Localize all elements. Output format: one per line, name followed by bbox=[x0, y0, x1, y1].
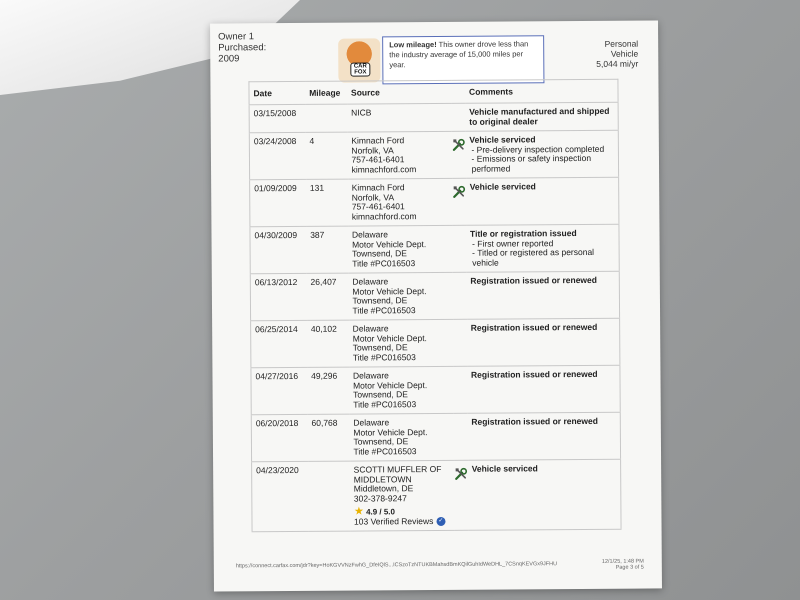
row-mileage: 4 bbox=[305, 132, 347, 179]
row-icon-cell bbox=[451, 131, 465, 178]
footer-meta bbox=[602, 559, 644, 571]
source-line: 757-461-6401 bbox=[351, 154, 405, 165]
comment-title: Vehicle serviced bbox=[469, 181, 536, 192]
low-mileage-note bbox=[382, 35, 544, 84]
row-source bbox=[347, 131, 451, 179]
source-line: Norfolk, VA bbox=[351, 144, 394, 156]
source-line: Kimnach Ford bbox=[351, 182, 405, 193]
comment-title: Registration issued or renewed bbox=[470, 368, 598, 380]
row-date: 04/30/2009 bbox=[250, 226, 306, 273]
source-line: 302-378-9247 bbox=[353, 492, 407, 504]
footer-url: https://connect.carfax.com/jdr?key=HoKGVVNzFwhG_DfeIQlS...ICSzoTzNTUKBMahsdBmKQilGuhIdWeDHL_7CSnqKEVGx9JFHU bbox=[235, 561, 558, 570]
source-line: Motor Vehicle Dept. bbox=[352, 285, 427, 297]
row-date: 04/27/2016 bbox=[251, 367, 307, 414]
history-table bbox=[248, 79, 621, 533]
row-source bbox=[347, 103, 451, 132]
row-icon-cell bbox=[452, 272, 466, 319]
table-row bbox=[249, 102, 618, 133]
column-header-icon bbox=[451, 80, 465, 103]
source-line: Motor Vehicle Dept. bbox=[353, 379, 428, 391]
row-date: 01/09/2009 bbox=[250, 179, 306, 226]
vehicle-usage bbox=[596, 39, 638, 69]
table-row bbox=[250, 177, 619, 227]
row-date: 03/15/2008 bbox=[249, 104, 305, 132]
row-icon-cell bbox=[453, 319, 467, 366]
source-line: SCOTTI MUFFLER OF MIDDLETOWN bbox=[353, 463, 442, 485]
source-line: Townsend, DE bbox=[353, 389, 408, 400]
column-header-mileage: Mileage bbox=[305, 81, 347, 104]
comment-title: Registration issued or renewed bbox=[470, 274, 597, 286]
comment-detail: - First owner reported bbox=[472, 237, 554, 249]
wrench-icon bbox=[454, 467, 468, 481]
source-line: Middletown, DE bbox=[353, 483, 414, 494]
purchased-year: 2009 bbox=[218, 53, 240, 65]
row-comments bbox=[467, 318, 620, 366]
source-line: Townsend, DE bbox=[353, 436, 409, 447]
row-source bbox=[348, 225, 452, 273]
row-icon-cell bbox=[452, 225, 466, 272]
row-source bbox=[349, 413, 453, 461]
row-icon-cell bbox=[451, 103, 465, 131]
row-comments bbox=[466, 271, 619, 319]
source-line: kimnachford.com bbox=[351, 163, 417, 175]
source-line: Title #PC016503 bbox=[352, 351, 416, 363]
comment-detail: - Titled or registered as personal vehicle bbox=[472, 246, 595, 268]
carfax-report-page bbox=[210, 20, 662, 591]
reviews-row bbox=[354, 516, 450, 526]
row-date: 04/23/2020 bbox=[252, 461, 309, 531]
source-line: Delaware bbox=[352, 370, 389, 381]
table-row bbox=[251, 365, 620, 415]
source-line: Townsend, DE bbox=[352, 295, 408, 306]
usage-rate: 5,044 mi/yr bbox=[596, 58, 639, 69]
table-row bbox=[250, 271, 619, 321]
row-date: 06/13/2012 bbox=[250, 273, 306, 320]
comment-title: Vehicle manufactured and shipped to original dealer bbox=[469, 105, 610, 127]
comment-detail: - Emissions or safety inspection performed bbox=[471, 152, 592, 174]
column-header-comments: Comments bbox=[465, 79, 618, 103]
row-comments bbox=[465, 102, 618, 131]
row-comments bbox=[466, 177, 619, 225]
row-date: 06/20/2018 bbox=[251, 414, 307, 461]
usage-type: Personal bbox=[604, 38, 639, 49]
row-comments bbox=[467, 365, 620, 413]
wrench-icon bbox=[452, 185, 466, 199]
table-row bbox=[251, 318, 620, 368]
source-line: Title #PC016503 bbox=[353, 445, 417, 457]
row-comments bbox=[467, 412, 620, 460]
row-date: 06/25/2014 bbox=[251, 320, 307, 367]
source-line: Norfolk, VA bbox=[351, 191, 395, 203]
table-row bbox=[249, 130, 618, 180]
row-date: 03/24/2008 bbox=[249, 132, 305, 179]
source-line: Delaware bbox=[352, 276, 389, 287]
comment-title: Registration issued or renewed bbox=[471, 415, 598, 427]
row-mileage bbox=[308, 461, 350, 531]
row-mileage bbox=[305, 104, 347, 132]
comment-title: Title or registration issued bbox=[469, 228, 577, 239]
carfox-mascot-icon bbox=[338, 38, 380, 82]
row-icon-cell bbox=[453, 366, 467, 413]
mascot-badge: CAR FOX bbox=[350, 62, 370, 76]
comment-title: Vehicle serviced bbox=[471, 463, 538, 474]
row-mileage: 60,768 bbox=[307, 414, 349, 461]
footer-timestamp: 12/1/25, 1:48 PM bbox=[601, 558, 644, 565]
comment-detail: - Pre-delivery inspection completed bbox=[471, 143, 605, 155]
rating-value: 4.9 / 5.0 bbox=[366, 507, 395, 517]
comment-title: Vehicle serviced bbox=[469, 134, 536, 145]
source-line: Motor Vehicle Dept. bbox=[352, 238, 427, 250]
row-mileage: 40,102 bbox=[307, 320, 349, 367]
source-line: Motor Vehicle Dept. bbox=[353, 426, 428, 438]
row-mileage: 49,296 bbox=[307, 367, 349, 414]
usage-kind: Vehicle bbox=[610, 48, 639, 59]
row-mileage: 131 bbox=[306, 179, 348, 226]
footer-page: Page 3 of 5 bbox=[615, 564, 644, 571]
comment-title: Registration issued or renewed bbox=[470, 321, 598, 333]
source-line: 757-461-6401 bbox=[351, 201, 405, 212]
row-mileage: 26,407 bbox=[306, 273, 348, 320]
source-line: Title #PC016503 bbox=[352, 304, 416, 316]
table-row bbox=[250, 224, 619, 274]
source-line: Delaware bbox=[353, 417, 390, 428]
row-source bbox=[348, 272, 452, 320]
column-header-date: Date bbox=[249, 81, 305, 104]
row-icon-cell bbox=[452, 178, 466, 225]
row-comments bbox=[466, 224, 619, 272]
verified-icon: ✓ bbox=[436, 517, 445, 526]
purchased-label: Purchased: bbox=[218, 42, 267, 54]
row-source bbox=[349, 366, 453, 414]
note-title: Low mileage! bbox=[389, 39, 437, 50]
row-icon-cell bbox=[454, 460, 468, 530]
row-comments bbox=[465, 130, 618, 178]
source-line: Title #PC016503 bbox=[353, 398, 417, 410]
source-line: kimnachford.com bbox=[351, 210, 417, 222]
row-source bbox=[350, 460, 455, 531]
table-row bbox=[251, 412, 620, 462]
source-line: Townsend, DE bbox=[352, 248, 407, 259]
row-source bbox=[348, 178, 452, 226]
note-text: This owner drove less than the industry average of 15,000 miles per year. bbox=[389, 39, 529, 70]
star-icon: ★ bbox=[353, 505, 364, 518]
owner-label: Owner 1 bbox=[218, 31, 255, 43]
column-header-source: Source bbox=[347, 80, 451, 104]
wrench-icon bbox=[451, 138, 465, 152]
owner-info bbox=[218, 31, 266, 64]
row-source bbox=[349, 319, 453, 367]
table-row bbox=[252, 459, 621, 532]
source-line: Delaware bbox=[352, 323, 389, 334]
source-line: Motor Vehicle Dept. bbox=[352, 332, 427, 344]
reviews-link[interactable]: 103 Verified Reviews bbox=[353, 515, 434, 527]
row-comments bbox=[468, 459, 621, 530]
table-header-row bbox=[249, 79, 618, 105]
source-line: Townsend, DE bbox=[352, 342, 408, 353]
row-icon-cell bbox=[453, 413, 467, 460]
source-line: Kimnach Ford bbox=[351, 135, 405, 146]
source-line: NICB bbox=[351, 107, 372, 118]
source-line: Title #PC016503 bbox=[352, 257, 416, 269]
source-line: Delaware bbox=[351, 229, 388, 240]
row-mileage: 387 bbox=[306, 226, 348, 273]
